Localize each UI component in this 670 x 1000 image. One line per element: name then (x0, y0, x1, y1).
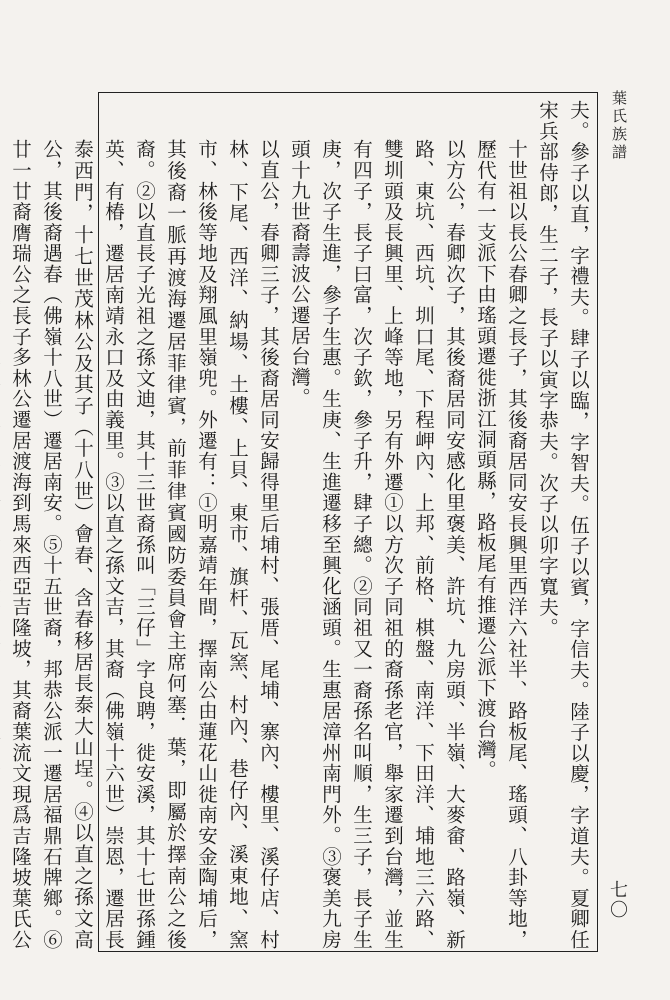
paragraph: 以直公，春卿三子，其後裔居同安歸得里后埔村、張厝、尾埔、寨內、樓里、溪仔店、村林、下尾、西洋、納場、土樓、上貝、東市、旗杆、瓦窯、村內、巷仔內、溪東地、窯市、林後等地及翔風里嶺兜。外遷有：①明嘉靖年間，擇南公由蓮花山徙南安金陶埔后，其後裔一脈再渡海遷居菲律賓，前菲律賓國防委員會主席何塞．葉，即屬於擇南公之後裔。②以直長子光祖之孫文迪，其十三世裔孫叫「三仔」字良聘，徙安溪，其十七世孫鍾英、有椿，遷居南靖永口及由義里。③以直之孫文吉，其裔（佛嶺十六世）崇恩，遷居長泰西門，十七世茂林公及其子（十八世）會春、含春移居長泰大山埕。④以直之孫文高公，其後裔遇春（佛嶺十八世）遷居南安。⑤十五世裔，邦恭公派一遷居福鼎石牌鄉。⑥廿一廿裔膺瑞公之長子多林公遷居渡海到馬來西亞吉隆坡，其裔葉流文現爲吉隆坡葉氏公 (9, 139, 280, 950)
paragraph: 夫。參子以直，字禮夫。肆子以臨，字智夫。伍子以賓，字信夫。陸子以慶，字道夫。夏卿任宋兵部侍郎，生二子，長子以寅字恭夫。次子以卯字寬夫。 (536, 100, 590, 950)
paragraph: 十世祖以長公春卿之長子，其後裔居同安長興里西洋六社半、路板尾、瑤頭、八卦等地，歷代有一支派下由瑤頭遷徙浙江洞頭縣，路板尾有推遷公派下渡台灣。 (474, 139, 528, 950)
body-text (9, 100, 594, 950)
running-header-title: 葉氏族譜 (610, 90, 628, 162)
page-number: 七〇 (607, 880, 628, 920)
paragraph: 以方公，春卿次子，其後裔居同安感化里褒美、許坑、九房頭、半嶺、大麥畲、路嶺、新路、東坑、西坑、圳口尾、下程岬內、上邦、前格、棋盤、南洋、下田洋、埔地三六路、雙圳頭及長興里、上峰等地，另有外遷①以方次子同祖的裔孫老官，舉家遷到台灣，並生有四子，長子曰富，次子欽，參子升，肆子總。②同祖又一裔孫名叫順，生三子，長子生庚，次子生進，參子生惠。生庚、生進遷移至興化涵頭。生惠居漳州南門外。③褒美九房頭十九世裔壽波公遷居台灣。 (288, 139, 466, 950)
